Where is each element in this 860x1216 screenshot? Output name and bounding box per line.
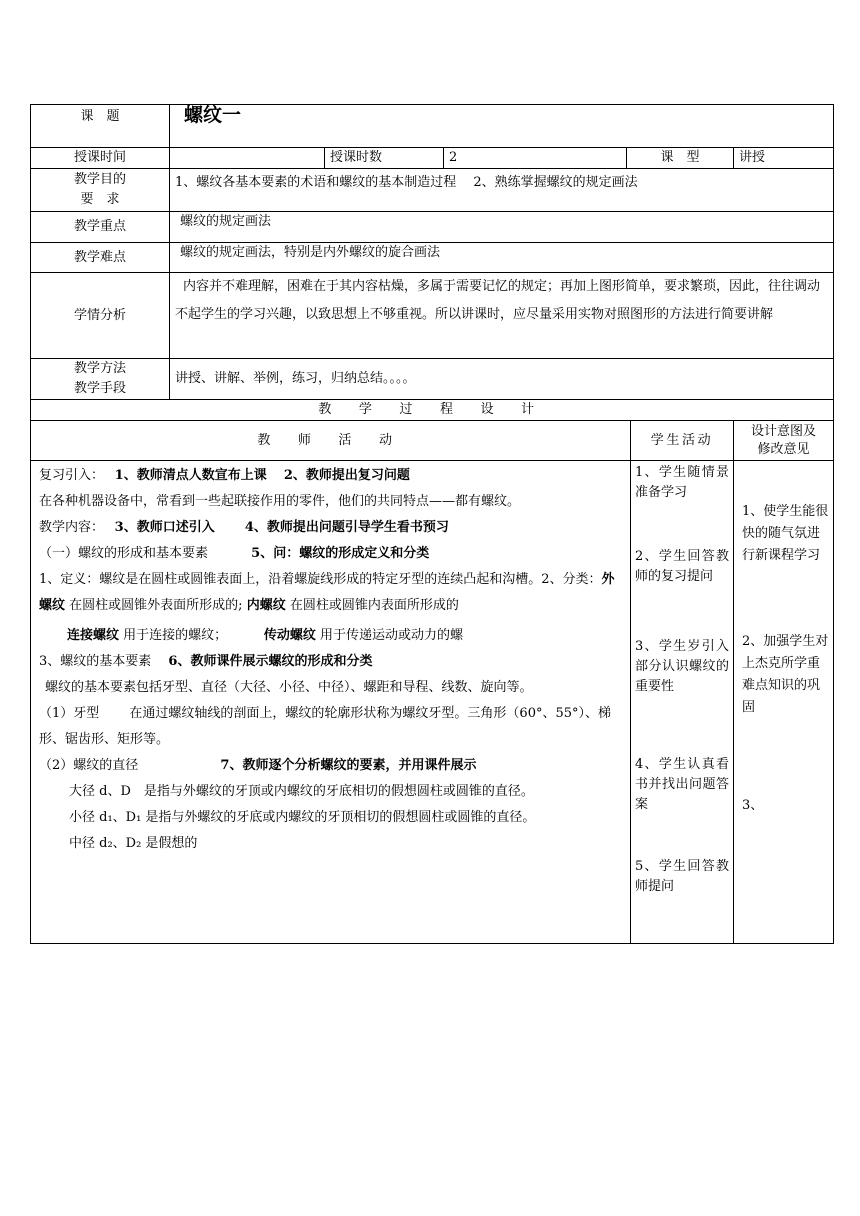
process-table xyxy=(30,420,834,944)
topic-label: 课 题 xyxy=(31,105,170,148)
student-item: 5、学生回答教师提问 xyxy=(635,859,729,894)
student-item: 2、学生回答教师的复习提问 xyxy=(635,549,729,584)
type-label: 课 型 xyxy=(627,148,734,169)
design-item: 1、使学生能很快的随气氛进行新课程学习 xyxy=(742,504,829,563)
key-text: 螺纹的规定画法 xyxy=(170,212,834,243)
goal-text: 1、螺纹各基本要素的术语和螺纹的基本制造过程 2、熟练掌握螺纹的规定画法 xyxy=(170,169,834,212)
hours-value: 2 xyxy=(444,148,627,169)
col-student: 学生活动 xyxy=(631,421,734,461)
teacher-activity: 复习引入： 1、教师清点人数宣布上课 2、教师提出复习问题 在各种机器设备中，常看到一些起联接作用的零件，他们的共同特点——都有螺纹。 教学内容： 3、教师口述引入 4、教师提出问题引导学生看书预习 （一）螺纹的形成和基本要素 5、问：螺纹的形成定义和分类 1、定义：螺纹是在圆柱或圆锥表面上，沿着螺旋线形成的特定牙型的连续凸起和沟槽。2、分类：外螺纹 在圆柱或圆锥外表面所形成的; 内螺纹 在圆柱或圆锥内表面所形成的 连接螺纹 用于连接的螺纹； 传动螺纹 用于传递运动或动力的螺 3、螺纹的基本要素 6、教师课件展示螺纹的形成和分类 螺纹的基本要素包括牙型、直径（大径、小径、中径）、螺距和导程、线数、旋向等。 （1）牙型 在通过螺纹轴线的剖面上，螺纹的轮廓形状称为螺纹牙型。三角形（60°、55°）、梯形、锯齿形、矩形等。 （2）螺纹的直径 7、教师逐个分析螺纹的要素，并用课件展示 大径 d、D 是指与外螺纹的牙顶或内螺纹的牙底相切的假想圆柱或圆锥的直径。 小径 d₁、D₁ 是指与外螺纹的牙底或内螺纹的牙顶相切的假想圆柱或圆锥的直径。 中径 d₂、D₂ 是假想的 xyxy=(31,461,631,944)
design-item: 3、 xyxy=(742,798,764,813)
col-design xyxy=(734,421,834,461)
process-title: 教 学 过 程 设 计 xyxy=(31,400,834,421)
col-design-line2: 修改意见 xyxy=(757,441,810,457)
method-label-line1: 教学方法 xyxy=(73,361,126,376)
type-value: 讲授 xyxy=(734,148,834,169)
student-item: 4、学生认真看书并找出问题答案 xyxy=(635,757,729,812)
goal-label xyxy=(31,169,170,212)
hard-label: 教学难点 xyxy=(31,243,170,273)
key-label: 教学重点 xyxy=(31,212,170,243)
analysis-text: 内容并不难理解，困难在于其内容枯燥，多属于需要记忆的规定；再加上图形简单，要求繁琐，因此，往往调动不起学生的学习兴趣，以致思想上不够重视。所以讲课时，应尽量采用实物对照图形的方法进行简要讲解 xyxy=(170,273,834,359)
student-item: 3、学生岁引入部分认识螺纹的重要性 xyxy=(635,639,729,694)
design-intent xyxy=(734,461,834,944)
design-item: 2、加强学生对上杰克所学重难点知识的巩固 xyxy=(742,634,829,715)
student-activity xyxy=(631,461,734,944)
col-design-line1: 设计意图及 xyxy=(750,423,816,439)
method-label xyxy=(31,359,170,400)
method-label-line2: 教学手段 xyxy=(73,381,126,396)
method-text: 讲授、讲解、举例，练习，归纳总结。。。。 xyxy=(170,359,834,400)
time-value xyxy=(170,148,325,169)
lesson-plan-table xyxy=(30,104,834,421)
hard-text: 螺纹的规定画法，特别是内外螺纹的旋合画法 xyxy=(170,243,834,273)
analysis-label: 学情分析 xyxy=(31,273,170,359)
hours-label: 授课时数 xyxy=(325,148,444,169)
col-teacher: 教 师 活 动 xyxy=(31,421,631,461)
lesson-plan xyxy=(30,104,833,944)
goal-label-line2: 要 求 xyxy=(80,192,120,207)
time-label: 授课时间 xyxy=(31,148,170,169)
student-item: 1、学生随情景准备学习 xyxy=(635,465,729,500)
goal-label-line1: 教学目的 xyxy=(73,172,126,187)
topic-value: 螺纹一 xyxy=(170,105,834,148)
